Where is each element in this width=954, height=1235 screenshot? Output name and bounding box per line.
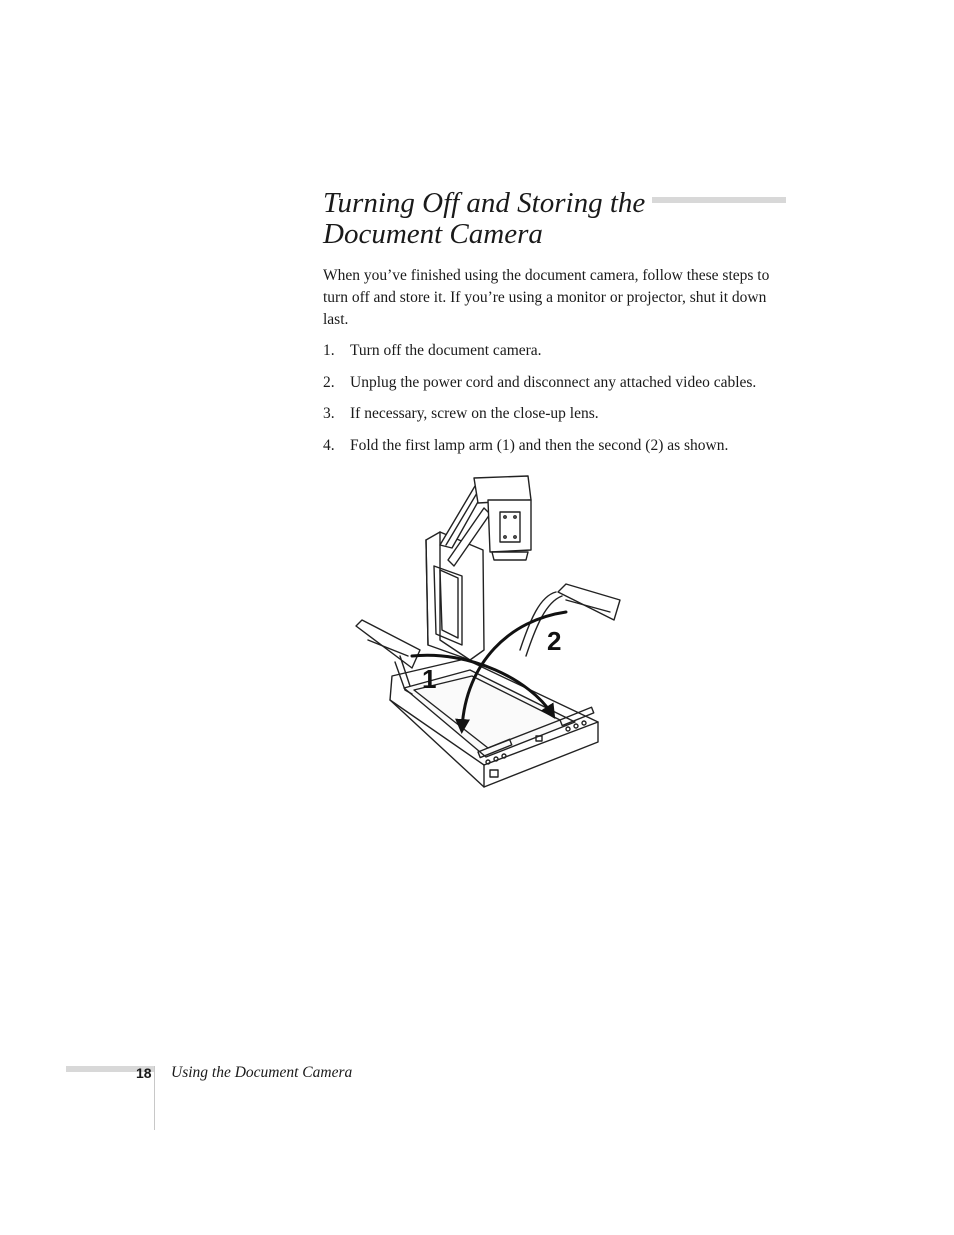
step-text: If necessary, screw on the close-up lens. <box>350 405 599 422</box>
step-number: 2. <box>323 373 335 391</box>
intro-paragraph: When you’ve finished using the document camera, follow these steps to turn off and store it. If you’re using a monitor or projector, shut it down last. <box>323 267 770 328</box>
document-camera-illustration <box>350 472 630 792</box>
page-title-line-2: Document Camera <box>323 218 543 250</box>
step-item <box>323 372 793 394</box>
footer-divider <box>154 1066 155 1130</box>
step-item <box>323 403 793 425</box>
steps-list <box>323 340 793 466</box>
step-number: 3. <box>323 405 335 422</box>
running-title: Using the Document Camera <box>171 1064 353 1081</box>
page-number: 18 <box>136 1065 152 1081</box>
step-number: 1. <box>323 342 335 359</box>
step-text: Turn off the document camera. <box>350 342 542 359</box>
step-text: Fold the first lamp arm (1) and then the second (2) as shown. <box>350 436 729 454</box>
page-title-line-1: Turning Off and Storing the <box>323 187 646 219</box>
step-item <box>323 340 793 362</box>
step-text: Unplug the power cord and disconnect any attached video cables. <box>350 373 757 391</box>
page-title <box>323 188 783 250</box>
step-item <box>323 435 793 457</box>
callout-2: 2 <box>547 626 562 656</box>
step-number: 4. <box>323 436 335 454</box>
callout-1: 1 <box>422 664 437 694</box>
